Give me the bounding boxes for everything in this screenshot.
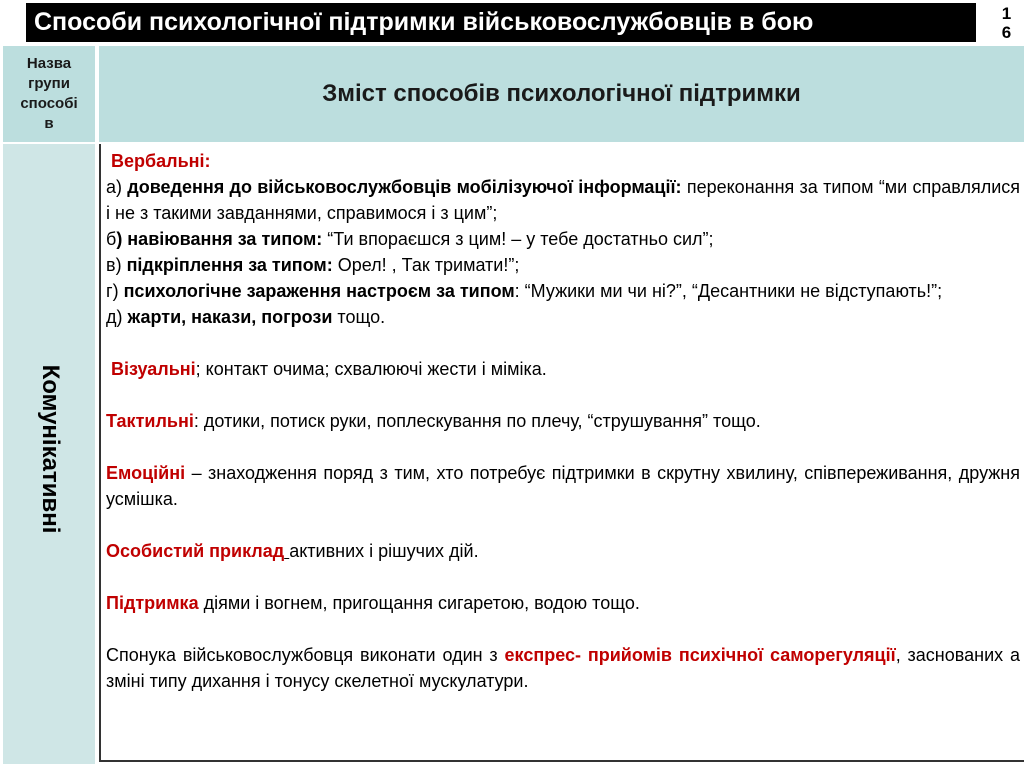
item-d-text: : “Мужики ми чи ні?”, “Десантники не відступають!”; xyxy=(514,281,943,301)
support-paragraph xyxy=(106,590,1020,616)
example-heading: Особистий приклад xyxy=(106,541,285,561)
verbal-item-e xyxy=(106,304,1020,330)
item-b-bold: ) навіювання за типом: xyxy=(116,229,323,249)
item-b-text: “Ти впораєшся з цим! – у тебе достатньо сил”; xyxy=(322,229,714,249)
emotional-text: – знаходження поряд з тим, хто потребує підтримки в скрутну хвилину, співпереживання, дружня усмішка. xyxy=(106,463,1020,509)
motivation-text-2: , заснованих а зміні типу дихання і тонусу скелетної мускулатури. xyxy=(106,645,1020,691)
item-e-bold: жарти, накази, погрози xyxy=(127,307,333,327)
item-c-bold: підкріплення за типом: xyxy=(126,255,333,275)
group-column xyxy=(3,144,97,764)
emotional-paragraph xyxy=(106,460,1020,512)
motivation-highlight: експрес- прийомів психічної саморегуляції xyxy=(504,645,896,665)
slide-title: Способи психологічної підтримки військовослужбовців в бою xyxy=(26,3,976,42)
header-group-name-text: Назва групи способі в xyxy=(20,55,78,132)
item-e-prefix: д) xyxy=(106,307,128,327)
emotional-heading: Емоційні xyxy=(106,463,186,483)
item-a-text: переконання за типом “ми справлялися і не з такими завданнями, справимося і з цим”; xyxy=(106,177,1020,223)
motivation-text-1: Спонука військовослужбовця виконати один з xyxy=(106,645,505,665)
verbal-item-b xyxy=(106,226,1020,252)
visual-text: ; контакт очима; схвалюючі жести і міміка. xyxy=(195,359,547,379)
motivation-paragraph xyxy=(106,642,1020,694)
item-d-prefix: г) xyxy=(106,281,124,301)
item-a-bold: доведення до військовослужбовців мобілізуючої інформації: xyxy=(127,177,682,197)
example-paragraph xyxy=(106,538,1020,564)
header-group-name xyxy=(3,46,97,142)
support-heading: Підтримка xyxy=(106,593,199,613)
group-label-communicative: Комунікативні xyxy=(37,364,64,534)
verbal-item-c xyxy=(106,252,1020,278)
visual-paragraph xyxy=(106,356,1020,382)
example-text: активних і рішучих дій. xyxy=(289,541,479,561)
content-cell xyxy=(99,144,1024,762)
header-content: Зміст способів психологічної підтримки xyxy=(99,46,1024,142)
item-a-prefix: а) xyxy=(106,177,128,197)
slide-number-digit-2: 6 xyxy=(1001,23,1015,42)
verbal-item-d xyxy=(106,278,1020,304)
slide-number-digit-1: 1 xyxy=(1001,4,1015,23)
slide-number xyxy=(996,4,1020,42)
verbal-heading-line xyxy=(106,148,1020,174)
item-c-text: Орел! , Так тримати!”; xyxy=(332,255,520,275)
item-c-prefix: в) xyxy=(106,255,127,275)
verbal-heading: Вербальні: xyxy=(111,151,211,171)
tactile-text: : дотики, потиск руки, поплескування по плечу, “струшування” тощо. xyxy=(193,411,761,431)
support-methods-table xyxy=(3,46,1024,764)
verbal-item-a xyxy=(106,174,1020,226)
support-text: діями і вогнем, пригощання сигаретою, водою тощо. xyxy=(198,593,640,613)
item-d-bold: психологічне зараження настроєм за типом xyxy=(123,281,515,301)
visual-heading: Візуальні xyxy=(111,359,196,379)
item-e-text: тощо. xyxy=(332,307,386,327)
item-b-prefix: б xyxy=(106,229,117,249)
tactile-paragraph xyxy=(106,408,1020,434)
tactile-heading: Тактильні xyxy=(106,411,194,431)
